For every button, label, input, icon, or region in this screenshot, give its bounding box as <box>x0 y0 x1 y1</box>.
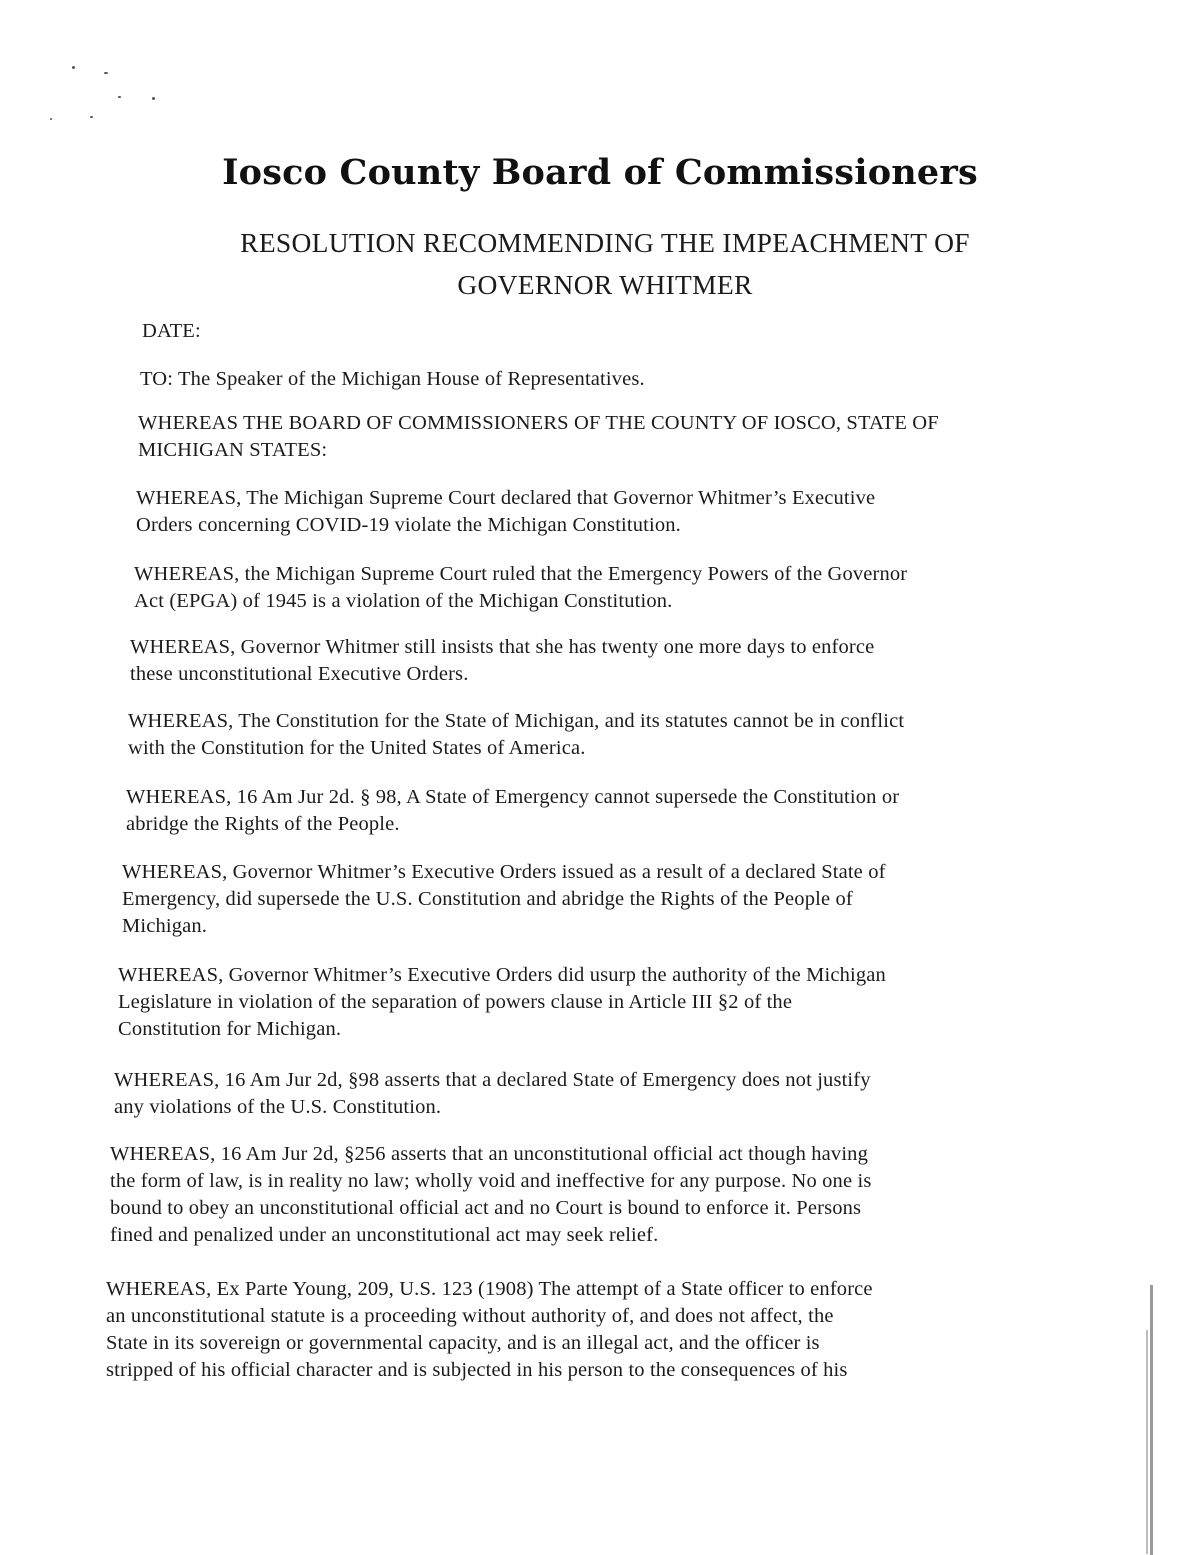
scan-speck <box>90 116 93 118</box>
to-line <box>140 366 645 393</box>
whereas-paragraph-10 <box>106 1276 873 1384</box>
scan-edge-line <box>1150 1285 1153 1555</box>
whereas-paragraph-3 <box>130 634 874 688</box>
whereas-paragraph-7 <box>118 962 886 1043</box>
scan-speck <box>50 118 52 120</box>
text-line: WHEREAS, 16 Am Jur 2d, §256 asserts that an unconstitutional official act though having <box>110 1143 868 1165</box>
scan-edge-line <box>1146 1330 1148 1554</box>
subtitle-line: GOVERNOR WHITMER <box>457 269 753 300</box>
text-line: Legislature in violation of the separation of powers clause in Article III §2 of the <box>118 991 793 1013</box>
text-line: Emergency, did supersede the U.S. Constitution and abridge the Rights of the People of <box>122 888 853 910</box>
text-line: fined and penalized under an unconstitutional act may seek relief. <box>110 1224 659 1246</box>
text-line: bound to obey an unconstitutional official act and no Court is bound to enforce it. Persons <box>110 1197 862 1219</box>
whereas-paragraph-5 <box>126 784 899 838</box>
text-line: TO: The Speaker of the Michigan House of Representatives. <box>140 368 645 390</box>
text-line: State in its sovereign or governmental capacity, and is an illegal act, and the officer is <box>106 1332 820 1354</box>
whereas-paragraph-8 <box>114 1067 871 1121</box>
whereas-paragraph-0 <box>138 410 939 464</box>
scan-speck <box>152 97 155 100</box>
whereas-paragraph-4 <box>128 708 904 762</box>
resolution-subtitle <box>0 222 1200 306</box>
document-title: Iosco County Board of Commissioners <box>222 152 978 193</box>
scan-speck <box>104 72 108 74</box>
text-line: Orders concerning COVID-19 violate the Michigan Constitution. <box>136 514 681 536</box>
scan-speck <box>118 96 121 98</box>
subtitle-line: RESOLUTION RECOMMENDING THE IMPEACHMENT OF <box>240 227 970 258</box>
text-line: these unconstitutional Executive Orders. <box>130 663 469 685</box>
text-line: stripped of his official character and is subjected in his person to the consequences of his <box>106 1359 848 1381</box>
date-label <box>142 318 201 345</box>
whereas-paragraph-1 <box>136 485 875 539</box>
text-line: WHEREAS, The Michigan Supreme Court declared that Governor Whitmer’s Executive <box>136 487 876 509</box>
scan-speck <box>72 66 75 69</box>
text-line: WHEREAS, Governor Whitmer’s Executive Orders issued as a result of a declared State of <box>122 861 886 883</box>
text-line: WHEREAS, Governor Whitmer’s Executive Orders did usurp the authority of the Michigan <box>118 964 886 986</box>
text-line: any violations of the U.S. Constitution. <box>114 1096 442 1118</box>
text-line: WHEREAS, The Constitution for the State of Michigan, and its statutes cannot be in conflict <box>128 710 905 732</box>
text-line: MICHIGAN STATES: <box>138 439 328 461</box>
text-line: WHEREAS, Governor Whitmer still insists that she has twenty one more days to enforce <box>130 636 875 658</box>
text-line: WHEREAS, Ex Parte Young, 209, U.S. 123 (1908) The attempt of a State officer to enforce <box>106 1278 873 1300</box>
text-line: WHEREAS, the Michigan Supreme Court ruled that the Emergency Powers of the Governor <box>134 563 908 585</box>
text-line: WHEREAS THE BOARD OF COMMISSIONERS OF THE COUNTY OF IOSCO, STATE OF <box>138 412 939 434</box>
text-line: the form of law, is in reality no law; wholly void and ineffective for any purpose. No one is <box>110 1170 872 1192</box>
text-line: WHEREAS, 16 Am Jur 2d, §98 asserts that a declared State of Emergency does not justify <box>114 1069 871 1091</box>
text-line: WHEREAS, 16 Am Jur 2d. § 98, A State of Emergency cannot supersede the Constitution or <box>126 786 900 808</box>
whereas-paragraph-9 <box>110 1141 871 1249</box>
text-line: Act (EPGA) of 1945 is a violation of the Michigan Constitution. <box>134 590 673 612</box>
text-line: DATE: <box>142 320 201 342</box>
whereas-paragraph-6 <box>122 859 886 940</box>
text-line: an unconstitutional statute is a proceeding without authority of, and does not affect, the <box>106 1305 834 1327</box>
text-line: Michigan. <box>122 915 208 937</box>
text-line: with the Constitution for the United States of America. <box>128 737 586 759</box>
whereas-paragraph-2 <box>134 561 907 615</box>
text-line: Constitution for Michigan. <box>118 1018 342 1040</box>
text-line: abridge the Rights of the People. <box>126 813 400 835</box>
